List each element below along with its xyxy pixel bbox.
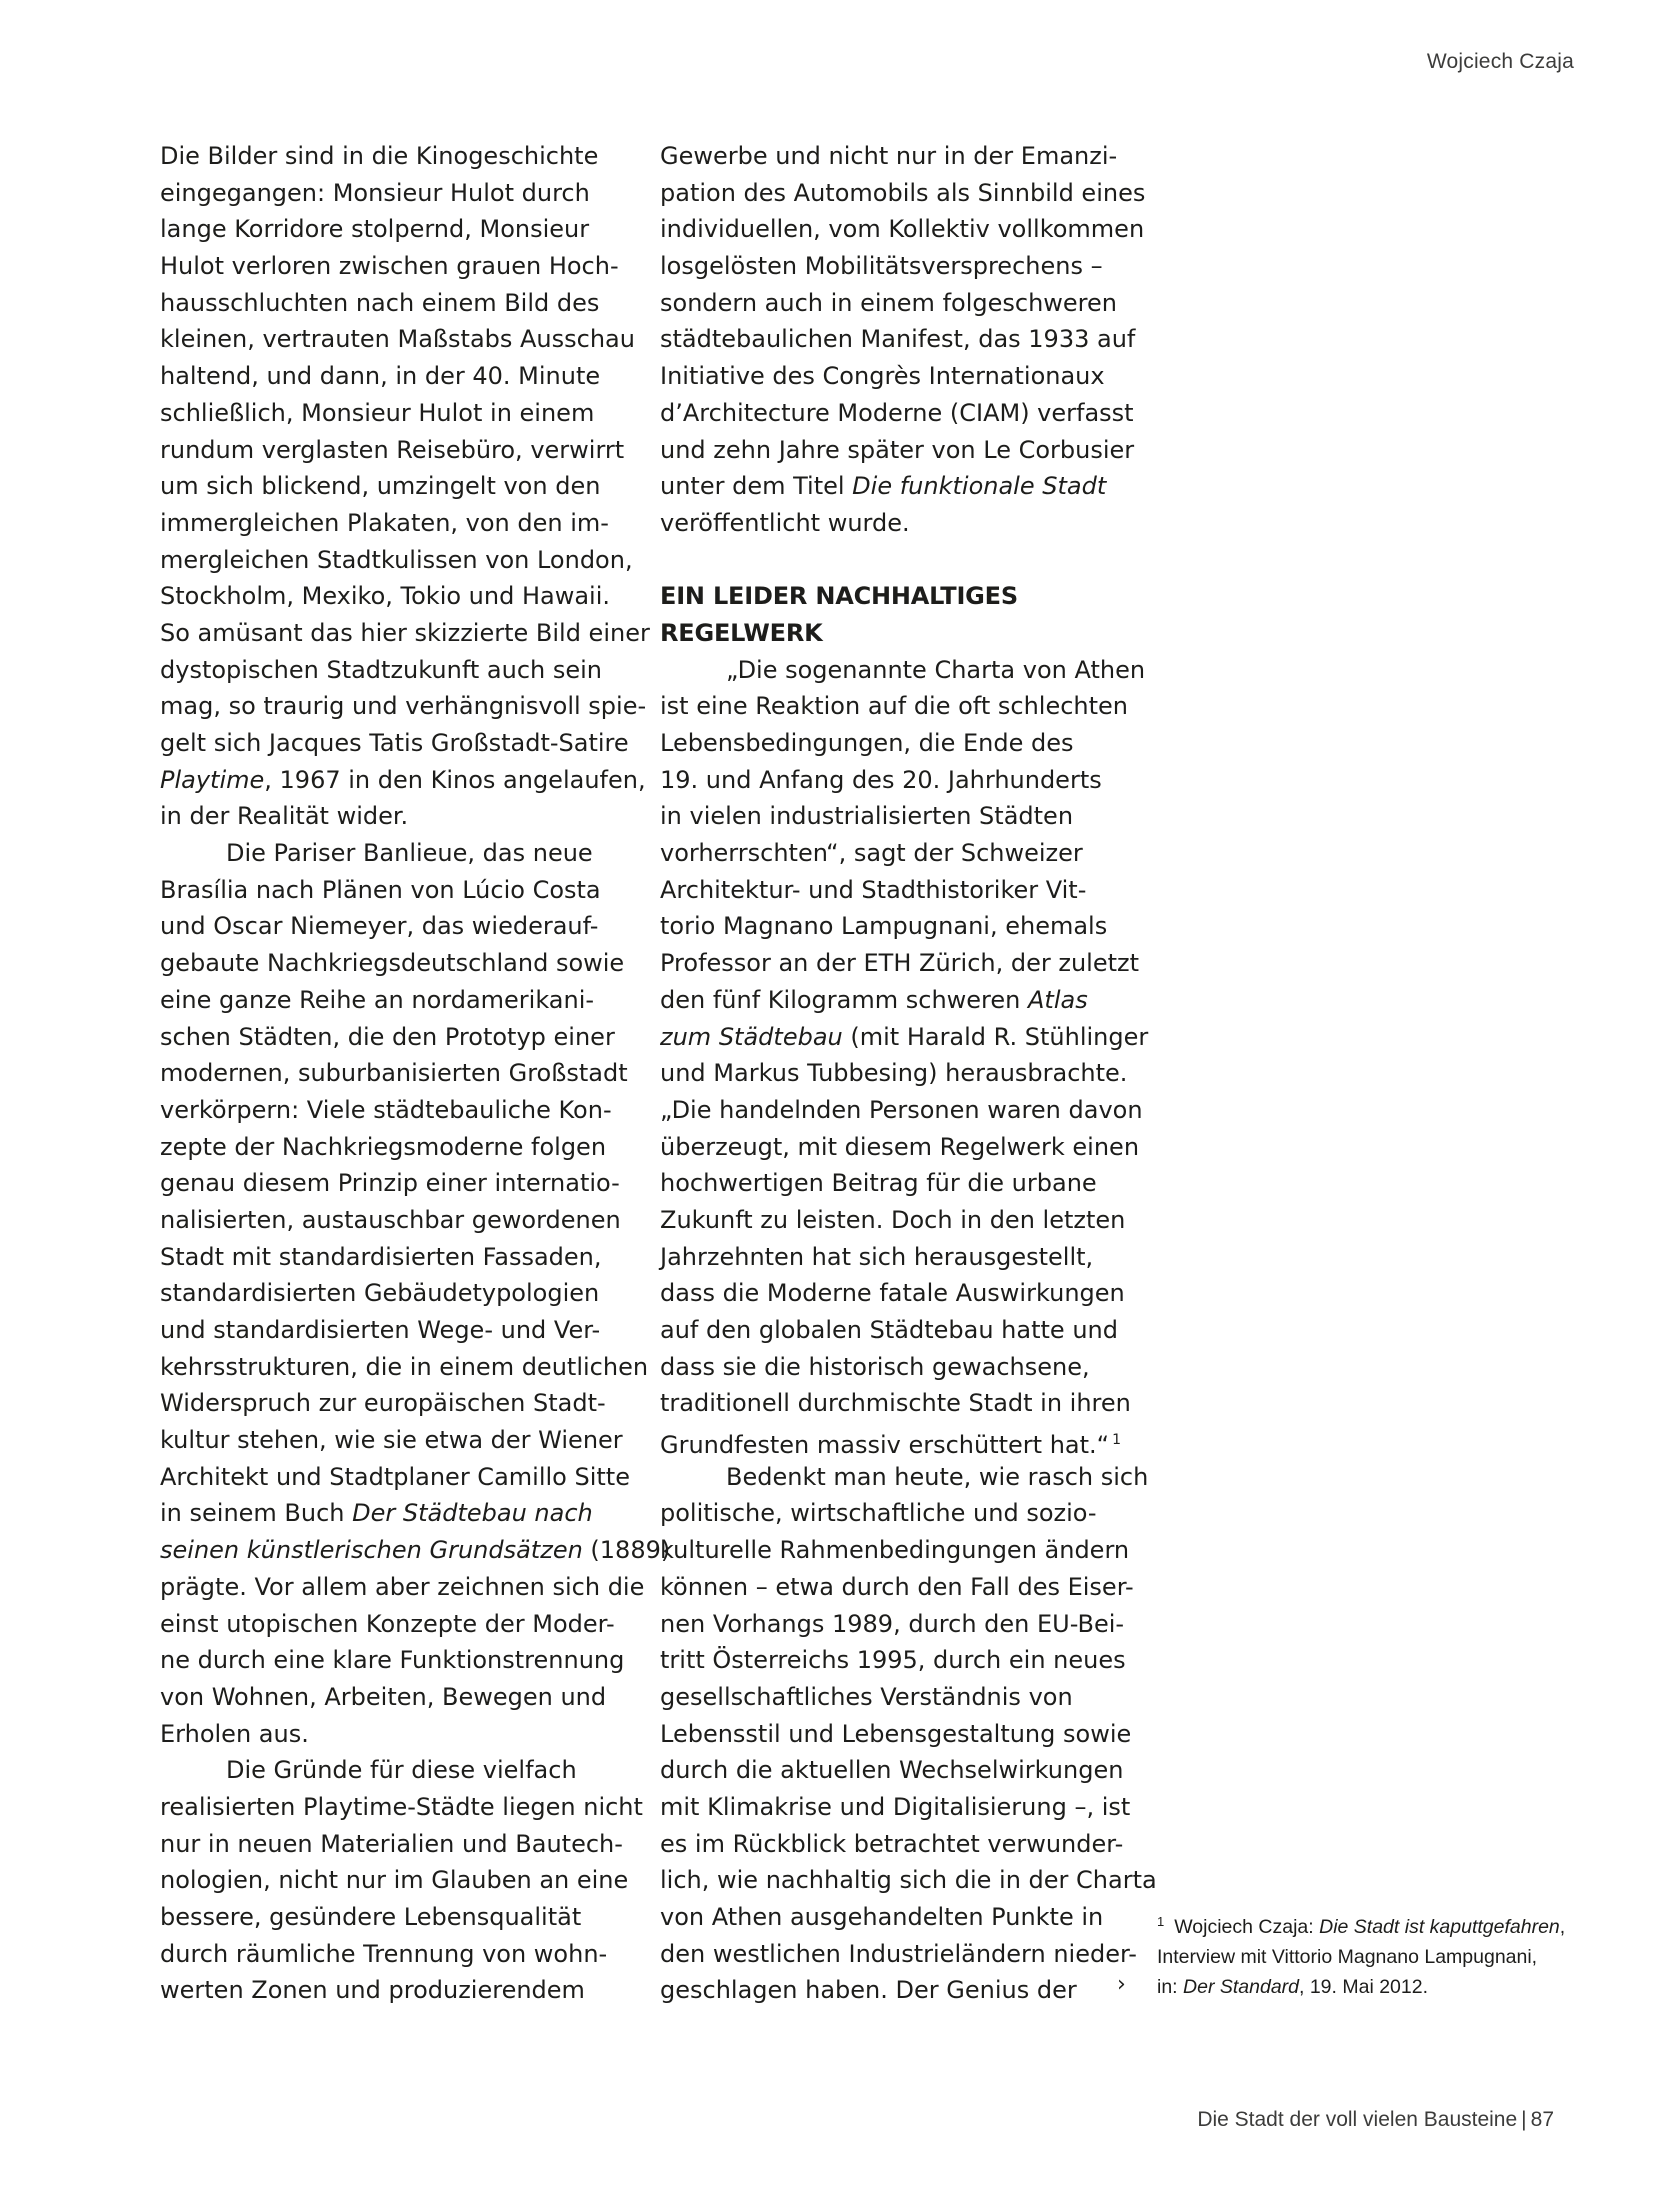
line-text: kulturelle Rahmenbedingungen ändern [660, 1536, 1130, 1565]
text-line [160, 1789, 643, 1826]
text-line [160, 505, 630, 542]
footnote [1157, 1907, 1566, 2002]
text-line [660, 908, 1130, 945]
line-text: haltend, und dann, in der 40. Minute [160, 362, 601, 391]
line-text: modernen, suburbanisierten Großstadt [160, 1059, 628, 1088]
text-line [160, 1826, 630, 1863]
line-text: Gewerbe und nicht nur in der Emanzi- [660, 142, 1118, 170]
text-line [160, 1569, 645, 1606]
line-text: ne durch eine klare Funktionstrennung [160, 1646, 625, 1675]
line-text: Zukunft zu leisten. Doch in den letzten [660, 1205, 1126, 1234]
text-line [160, 652, 630, 689]
italic-title: Atlas [1028, 985, 1088, 1014]
line-text: unter dem Titel [660, 472, 853, 501]
line-text: verkörpern: Viele städtebauliche Kon- [160, 1095, 612, 1124]
line-text: gesellschaftliches Verständnis von [660, 1682, 1073, 1711]
line-text: Lebensbedingungen, die Ende des [660, 729, 1074, 757]
line-text: und Markus Tubbesing) herausbrachte. [660, 1059, 1128, 1088]
line-text: veröffentlicht wurde. [660, 508, 910, 537]
line-text: und standardisierten Wege- und Ver- [160, 1316, 601, 1344]
line-text: gebaute Nachkriegsdeutschland sowie [160, 949, 625, 978]
text-line [160, 1239, 630, 1276]
page-number: 87 [1530, 2108, 1554, 2131]
line-text: gelt sich Jacques Tatis Großstadt-Satire [160, 729, 629, 757]
line-text: nen Vorhangs 1989, durch den EU-Bei- [660, 1609, 1125, 1638]
text-line [160, 908, 630, 945]
line-text: mergleichen Stadtkulissen von London, [160, 545, 633, 574]
line-text: geschlagen haben. Der Genius der [660, 1976, 1077, 2005]
line-text: dass die Moderne fatale Auswirkungen [660, 1279, 1125, 1308]
folio-separator: | [1521, 2108, 1527, 2131]
line-text: , 1967 in den Kinos angelaufen, [264, 765, 646, 794]
text-line [160, 395, 630, 432]
line-text: lich, wie nachhaltig sich die in der Charta [660, 1866, 1157, 1895]
line-text: schen Städten, die den Prototyp einer [160, 1022, 615, 1051]
line-text: dass sie die historisch gewachsene, [660, 1352, 1090, 1381]
text-line [160, 688, 647, 725]
line-text: Die Bilder sind in die Kinogeschichte [160, 142, 599, 170]
italic-title: Der Städtebau nach [352, 1499, 593, 1528]
line-text: traditionell durchmischte Stadt in ihren [660, 1389, 1131, 1418]
text-line [660, 468, 1130, 505]
line-text: Widerspruch zur europäischen Stadt- [160, 1389, 606, 1418]
italic-title: zum Städtebau [660, 1022, 843, 1051]
line-text: mag, so traurig und verhängnisvoll spie- [160, 692, 647, 721]
footnote-punct: , [1559, 1916, 1566, 1938]
line-text: es im Rückblick betrachtet verwunder- [660, 1829, 1124, 1858]
line-text: von Athen ausgehandelten Punkte in [660, 1903, 1104, 1931]
text-line [160, 321, 635, 358]
footnote-source: Der Standard [1183, 1976, 1299, 1998]
text-line [660, 395, 1134, 432]
text-line [660, 1459, 1149, 1496]
line-text: Initiative des Congrès Internationaux [660, 362, 1105, 391]
text-line [160, 1532, 671, 1569]
line-text: „Die sogenannte Charta von Athen [726, 655, 1146, 684]
text-line [660, 1129, 1140, 1166]
line-text: Die Gründe für diese vielfach [226, 1756, 577, 1785]
line-text: Architekt und Stadtplaner Camillo Sitte [160, 1462, 630, 1491]
text-line [160, 982, 630, 1019]
line-text: torio Magnano Lampugnani, ehemals [660, 912, 1108, 941]
line-text: hausschluchten nach einem Bild des [160, 288, 600, 317]
text-line [160, 285, 630, 322]
line-text: Stadt mit standardisierten Fassaden, [160, 1242, 602, 1271]
line-text: Hulot verloren zwischen grauen Hoch- [160, 252, 619, 281]
text-line [160, 138, 630, 175]
line-text: Stockholm, Mexiko, Tokio und Hawaii. [160, 582, 611, 611]
line-text: pation des Automobils als Sinnbild eines [660, 178, 1146, 207]
text-line [660, 1752, 1130, 1789]
line-text: So amüsant das hier skizzierte Bild einer [160, 618, 650, 647]
text-line [160, 1165, 630, 1202]
folio [1197, 2108, 1554, 2132]
line-text: d’Architecture Moderne (CIAM) verfasst [660, 398, 1134, 427]
text-line [160, 1752, 630, 1789]
line-text: Jahrzehnten hat sich herausgestellt, [660, 1242, 1094, 1271]
text-line [160, 1459, 630, 1496]
text-line [660, 1606, 1130, 1643]
text-line [160, 248, 630, 285]
text-line [660, 1019, 1149, 1056]
text-line [160, 725, 630, 762]
text-line [660, 248, 1130, 285]
line-text: nologien, nicht nur im Glauben an eine [160, 1866, 629, 1895]
line-text: zepte der Nachkriegsmoderne folgen [160, 1132, 607, 1161]
line-text: werten Zonen und produzierendem [160, 1976, 585, 2005]
line-text: hochwertigen Beitrag für die urbane [660, 1169, 1097, 1198]
text-line [160, 1092, 630, 1129]
line-text: standardisierten Gebäudetypologien [160, 1279, 600, 1308]
text-line [160, 175, 630, 212]
line-text: lange Korridore stolpernd, Monsieur [160, 215, 590, 244]
text-line [660, 1349, 1130, 1386]
line-text: mit Klimakrise und Digitalisierung –, ist [660, 1792, 1131, 1821]
line-text: nur in neuen Materialien und Bautech- [160, 1829, 623, 1858]
continue-arrow-icon: › [1117, 1972, 1126, 1997]
text-line [660, 432, 1135, 469]
line-text: ist eine Reaktion auf die oft schlechten [660, 692, 1128, 721]
text-line [660, 652, 1146, 689]
text-line [660, 138, 1130, 175]
text-line [660, 1826, 1130, 1863]
text-line [160, 615, 650, 652]
line-text: den westlichen Industrieländern nieder- [660, 1939, 1137, 1968]
line-text: dystopischen Stadtzukunft auch sein [160, 655, 603, 684]
text-line [660, 1972, 1130, 2009]
text-line [660, 1569, 1134, 1606]
line-text: und Oscar Niemeyer, das wiederauf- [160, 912, 599, 941]
line-text: um sich blickend, umzingelt von den [160, 472, 601, 501]
line-text: bessere, gesündere Lebensqualität [160, 1903, 582, 1931]
text-line [660, 872, 1130, 909]
line-text: durch räumliche Trennung von wohn- [160, 1939, 608, 1968]
text-line [660, 1275, 1130, 1312]
line-text: auf den globalen Städtebau hatte und [660, 1316, 1118, 1344]
line-text: realisierten Playtime-Städte liegen nicht [160, 1792, 643, 1821]
line-text: individuellen, vom Kollektiv vollkommen [660, 215, 1145, 244]
text-line [160, 1019, 630, 1056]
running-head: Wojciech Czaja [1426, 50, 1574, 73]
text-line [660, 1202, 1130, 1239]
line-text: einst utopischen Konzepte der Moder- [160, 1609, 615, 1638]
section-heading-line: REGELWERK [660, 618, 823, 647]
line-text: in vielen industrialisierten Städten [660, 802, 1074, 831]
line-text: kleinen, vertrauten Maßstabs Ausschau [160, 325, 635, 354]
text-line [160, 945, 630, 982]
line-text: (mit Harald R. Stühlinger [842, 1022, 1149, 1051]
line-text: durch die aktuellen Wechselwirkungen [660, 1756, 1124, 1785]
text-line [660, 982, 1130, 1019]
text-line [660, 285, 1130, 322]
text-line [160, 762, 646, 799]
middle-column-bottom [660, 652, 1157, 2009]
footnote-line-2: Interview mit Vittorio Magnano Lampugnani, [1157, 1946, 1538, 1968]
line-text: nalisierten, austauschbar gewordenen [160, 1205, 621, 1234]
footnote-author: Wojciech Czaja: [1174, 1916, 1320, 1938]
text-line [660, 1936, 1137, 1973]
line-text: von Wohnen, Arbeiten, Bewegen und [160, 1682, 607, 1711]
footnote-marker: 1 [1157, 1914, 1165, 1929]
text-line [660, 1165, 1130, 1202]
middle-column [660, 138, 1157, 2009]
text-line [660, 211, 1145, 248]
text-line [660, 762, 1130, 799]
line-text: Architektur- und Stadthistoriker Vit- [660, 875, 1087, 904]
text-line [660, 798, 1130, 835]
line-text: vorherrschten“, sagt der Schweizer [660, 839, 1083, 868]
section-heading [660, 578, 1130, 651]
text-line [660, 688, 1130, 725]
line-text: eingegangen: Monsieur Hulot durch [160, 178, 590, 207]
footnote-reference: 1 [1112, 1432, 1122, 1449]
line-text: Brasília nach Plänen von Lúcio Costa [160, 875, 601, 904]
line-text: Bedenkt man heute, wie rasch sich [726, 1462, 1149, 1491]
line-text: kultur stehen, wie sie etwa der Wiener [160, 1426, 623, 1455]
line-text: sondern auch in einem folgeschweren [660, 288, 1117, 317]
text-line [660, 1899, 1130, 1936]
line-text: Die Pariser Banlieue, das neue [226, 839, 593, 868]
text-line [660, 1862, 1157, 1899]
text-line [660, 1422, 1130, 1459]
line-text: den fünf Kilogramm schweren [660, 985, 1028, 1014]
italic-title: seinen künstlerischen Grundsätzen [160, 1536, 583, 1565]
folio-title: Die Stadt der voll vielen Bausteine [1197, 2108, 1518, 2131]
text-line [660, 175, 1146, 212]
text-line [660, 321, 1136, 358]
italic-title: Die funktionale Stadt [852, 472, 1107, 501]
line-text: in der Realität wider. [160, 802, 409, 831]
line-text: genau diesem Prinzip einer internatio- [160, 1169, 620, 1198]
text-line [660, 945, 1140, 982]
text-line [160, 1055, 630, 1092]
text-line [660, 358, 1130, 395]
text-line [160, 1495, 630, 1532]
left-column [160, 138, 671, 2009]
text-line [660, 1789, 1130, 1826]
text-line [160, 211, 630, 248]
text-line [160, 578, 630, 615]
line-text: 19. und Anfang des 20. Jahrhunderts [660, 765, 1102, 794]
text-line [660, 1239, 1130, 1276]
line-text: prägte. Vor allem aber zeichnen sich die [160, 1572, 645, 1601]
line-text: politische, wirtschaftliche und sozio- [660, 1499, 1097, 1528]
text-line [160, 1716, 630, 1753]
text-line [660, 1532, 1130, 1569]
text-line [660, 725, 1130, 762]
text-line [660, 1679, 1130, 1716]
line-text: kehrsstrukturen, die in einem deutlichen [160, 1352, 649, 1381]
text-line [160, 1202, 630, 1239]
line-text: Professor an der ETH Zürich, der zuletzt [660, 949, 1140, 978]
text-line [160, 1129, 630, 1166]
text-line [660, 1495, 1130, 1532]
text-line [160, 1899, 630, 1936]
line-text: schließlich, Monsieur Hulot in einem [160, 398, 595, 427]
text-line [160, 1972, 630, 2009]
text-line [160, 1679, 630, 1716]
middle-column-top [660, 138, 1146, 542]
text-line [660, 1716, 1130, 1753]
text-line [160, 1275, 630, 1312]
text-line [160, 432, 630, 469]
footnote-date: , 19. Mai 2012. [1299, 1976, 1428, 1998]
text-line [160, 872, 630, 909]
line-text: Lebensstil und Lebensgestaltung sowie [660, 1719, 1132, 1748]
line-text: (1889) [582, 1536, 671, 1565]
text-line [160, 1642, 630, 1679]
line-text: losgelösten Mobilitätsversprechens – [660, 252, 1103, 281]
line-text: Erholen aus. [160, 1719, 309, 1748]
line-text: überzeugt, mit diesem Regelwerk einen [660, 1132, 1140, 1161]
line-text: „Die handelnden Personen waren davon [660, 1095, 1143, 1124]
text-line [660, 1055, 1130, 1092]
line-text: rundum verglasten Reisebüro, verwirrt [160, 435, 625, 464]
footnote-line-1 [1157, 1907, 1566, 1942]
text-line [660, 835, 1130, 872]
text-line [160, 358, 630, 395]
section-heading-line: EIN LEIDER NACHHALTIGES [660, 582, 1018, 611]
line-text: und zehn Jahre später von Le Corbusier [660, 435, 1135, 464]
italic-title: Playtime [160, 765, 265, 794]
text-line [160, 1385, 630, 1422]
line-text: städtebaulichen Manifest, das 1933 auf [660, 325, 1136, 354]
text-line [160, 1936, 630, 1973]
line-text: können – etwa durch den Fall des Eiser- [660, 1572, 1134, 1601]
text-line [160, 1606, 630, 1643]
text-line [660, 1642, 1130, 1679]
line-text: immergleichen Plakaten, von den im- [160, 508, 609, 537]
text-line [160, 542, 633, 579]
line-text: Grundfesten massiv erschüttert hat.“ [660, 1431, 1110, 1460]
text-line [660, 1312, 1130, 1349]
text-line [660, 1385, 1130, 1422]
text-line [160, 798, 630, 835]
footnote-title: Die Stadt ist kaputtgefahren [1319, 1916, 1560, 1938]
text-line [160, 1349, 649, 1386]
line-text: in seinem Buch [160, 1499, 353, 1528]
text-line [160, 1862, 630, 1899]
line-text: eine ganze Reihe an nordamerikani- [160, 985, 595, 1014]
footnote-in: in: [1157, 1976, 1184, 1998]
text-line [660, 505, 1130, 542]
line-text: tritt Österreichs 1995, durch ein neues [660, 1646, 1126, 1675]
text-line [160, 468, 630, 505]
footnote-line-3 [1157, 1972, 1557, 2002]
text-line [160, 1422, 630, 1459]
text-line [660, 1092, 1143, 1129]
text-line [160, 1312, 630, 1349]
text-line [160, 835, 630, 872]
